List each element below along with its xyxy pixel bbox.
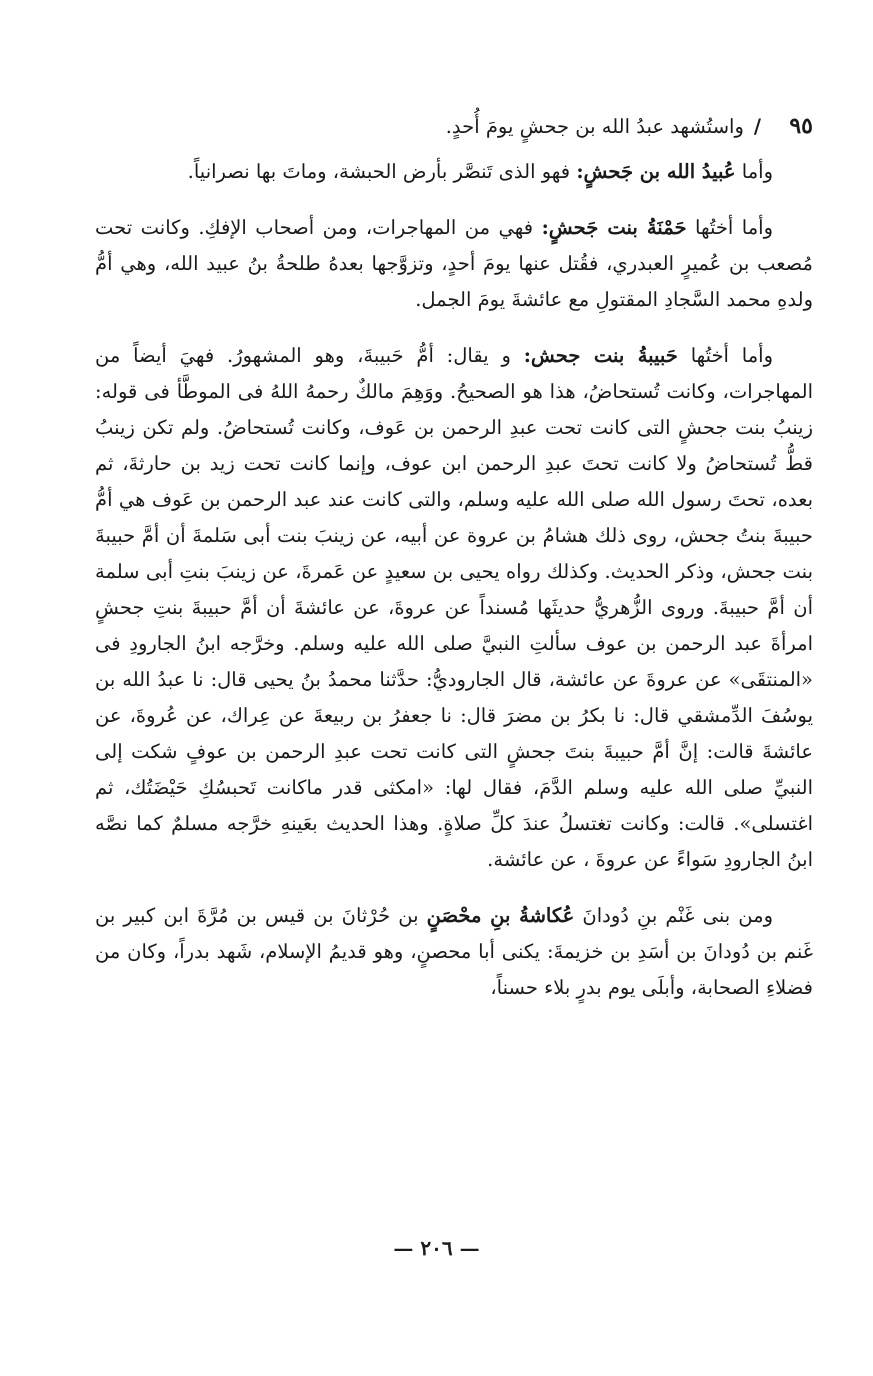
paragraph-habiba — [95, 338, 813, 878]
page-body — [95, 108, 813, 1026]
margin-number: ٩٥ — [789, 113, 813, 139]
paragraph-lead: وأما أختُها — [690, 344, 774, 367]
paragraph-ubaydullah — [95, 154, 813, 190]
section-slash: / — [753, 115, 761, 138]
paragraph-text: فهو الذى تَنصَّر بأرض الحبشة، وماتَ بها نصرانياً. — [187, 160, 571, 183]
paragraph-text: و يقال: أمُّ حَبيبةَ، وهو المشهورُ. فهيَ أيضاً من المهاجرات، وكانت تُستحاضُ، هذا هو الصحيحُ. ووَهِمَ مالكٌ رحمهُ اللهُ فى الموطَّأ فى قوله: زينبُ بنت جحشٍ التى كانت تحت عبدِ الرحمن بن عَوف، وكانت تُستحاضُ. ولم تكن زينبُ قطُّ تُستحاضُ ولا كانت تحتَ عبدِ الرحمن ابن عوف، وإنما كانت تحت زيد بن حارثةَ، ثم بعده، تحتَ رسول الله صلى الله عليه وسلم، والتى كانت عند عبد الرحمن بن عَوف هي أمُّ حبيبةَ بنتُ جحش، روى ذلك هشامُ بن عروة عن أبيه، عن زينبَ بنت أبى سَلمةَ أن أمَّ حبيبةَ بنت جحش، وذكر الحديث. وكذلك رواه يحيى بن سعيدٍ عن عَمرةَ، عن زينبَ بنتِ أبى سلمة أن أمَّ حبيبةَ. وروى الزُّهريُّ حديثَها مُسنداً عن عروةَ، عن عائشةَ أن أمَّ حبيبةَ بنتِ جحشٍ امرأةَ عبد الرحمن بن عوف سألتِ النبيَّ صلى الله عليه وسلم. وخرَّجه ابنُ الجارودِ فى «المنتقَى» عن عروةَ عن عائشة، قال الجاروديُّ: حدَّثنا محمدُ بنُ يحيى قال: نا عبدُ الله بن يوسُفَ الدِّمشقي قال: نا بكرُ بن مضرَ قال: نا جعفرُ بن ربيعةَ عن عِراك، عن عُروةَ، عن عائشةَ قالت: إنَّ أمَّ حبيبةَ بنتَ جحشٍ التى كانت تحت عبدِ الرحمن بن عوفٍ شكت إلى النبيِّ صلى الله عليه وسلم الدَّمَ، فقال لها: «امكثى قدر ماكانت تَحبسُكِ حَيْضَتُك، ثم اغتسلى». قالت: وكانت تغتسلُ عندَ كلِّ صلاةٍ. وهذا الحديث بعَينهِ خرَّجه مسلمٌ كما نصَّه ابنُ الجارودِ سَواءً عن عروةَ ، عن عائشة. — [95, 344, 813, 871]
person-name: عُكاشةُ بنِ محْصَنٍ — [426, 904, 575, 927]
header-text: واستُشهد عبدُ الله بن جحشٍ يومَ أُحدٍ. — [445, 115, 744, 138]
header-line — [95, 108, 813, 152]
paragraph-hamna — [95, 210, 813, 318]
person-name: عُبيدُ الله بن جَحشٍ: — [576, 160, 736, 183]
page-number: — ٢٠٦ — — [393, 1236, 480, 1260]
paragraph-lead: وأما — [741, 160, 773, 183]
person-name: حَبيبةُ بنت جحش: — [523, 344, 678, 367]
paragraph-lead: وأما أختُها — [695, 216, 773, 239]
paragraph-lead: ومن بنى غَنْم بنِ دُودانَ — [582, 904, 774, 927]
paragraph-text: بن حُرْثانَ بن قيس بن مُرَّةَ ابن كبير بن غَنم بن دُودانَ بن أسَدِ بن خزيمةَ: يكنى أبا محصنٍ، وهو قديمُ الإسلام، شَهد بدراً، وكان من فضلاءِ الصحابة، وأبلَى يوم بدرٍ بلاء حسناً، — [95, 904, 813, 999]
paragraph-ukasha — [95, 898, 813, 1006]
person-name: حَمْنَةُ بنت جَحشٍ: — [541, 216, 687, 239]
paragraph-text: فهي من المهاجرات، ومن أصحاب الإفكِ. وكانت تحت مُصعب بن عُميرٍ العبدري، فقُتل عنها يومَ أحدٍ، وتزوَّجها بعدهُ طلحةُ بنُ عبيد الله، وهي أمُّ ولدهِ محمد السَّجادِ المقتولِ مع عائشةَ يومَ الجمل. — [95, 216, 813, 311]
